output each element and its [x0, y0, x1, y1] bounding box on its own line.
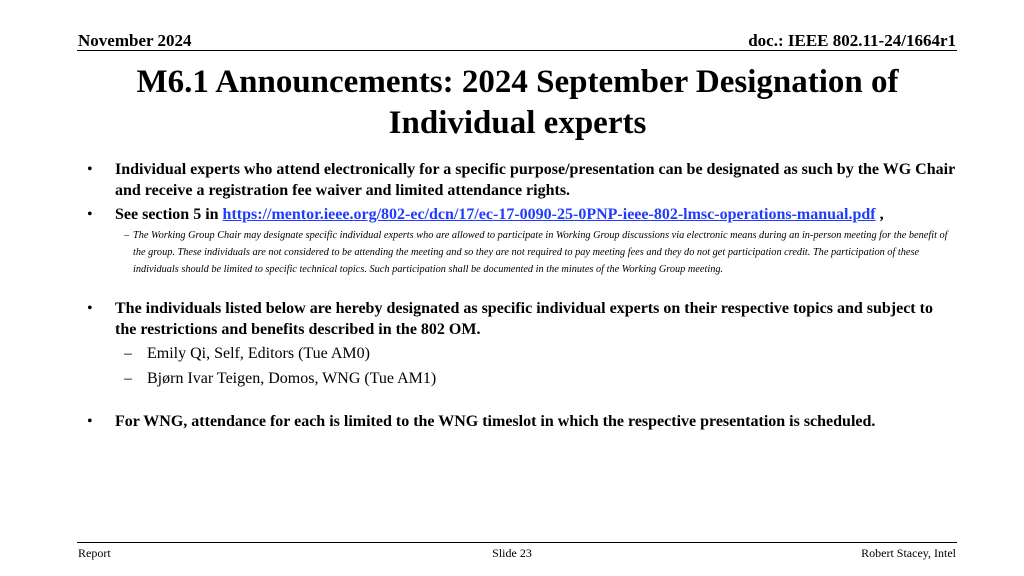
dash-icon: –	[124, 370, 132, 387]
bullet-icon: •	[87, 300, 93, 317]
bullet-3	[78, 298, 958, 340]
operations-manual-link[interactable]: https://mentor.ieee.org/802-ec/dcn/17/ec-17-0090-25-0PNP-ieee-802-lmsc-operations-manual.pdf	[222, 206, 876, 223]
list-item-text: Bjørn Ivar Teigen, Domos, WNG (Tue AM1)	[147, 370, 437, 387]
bullet-icon: •	[87, 413, 93, 430]
bullet-1	[78, 159, 958, 201]
bullet-2-suffix: ,	[875, 206, 884, 223]
dash-icon: –	[124, 345, 132, 362]
list-item-text: Emily Qi, Self, Editors (Tue AM0)	[147, 345, 370, 362]
list-item	[78, 366, 958, 391]
bullet-4	[78, 411, 958, 432]
list-item	[78, 341, 958, 366]
bullet-1-text: Individual experts who attend electronically for a specific purpose/presentation can be designated as such by the WG Chair and receive a registration fee waiver and limited attendance rights.	[115, 161, 955, 199]
dash-icon: –	[124, 230, 130, 241]
slide-number: Slide 23	[492, 546, 532, 560]
bullet-icon: •	[87, 161, 93, 178]
bullet-4-text: For WNG, attendance for each is limited to the WNG timeslot in which the respective presentation is scheduled.	[115, 413, 876, 430]
header-doc-id: doc.: IEEE 802.11-24/1664r1	[748, 31, 956, 50]
bullet-2	[78, 204, 958, 225]
bullet-2-sub-text: The Working Group Chair may designate specific individual experts who are allowed to participate in Working Group discussions via electronic means during an in-person meeting for the benefit of the group. These individuals are not considered to be attending the meeting and so they are not required to pay meeting fees and they do not get participation credit. The participation of these individuals should be limited to specific technical topics. Such participation shall be documented in the minutes of the Working Group meeting.	[133, 230, 948, 275]
footer-divider	[77, 542, 957, 543]
bullet-icon: •	[87, 206, 93, 223]
slide-title: M6.1 Announcements: 2024 September Designation of Individual experts	[136, 64, 899, 141]
slide-body	[78, 159, 958, 432]
bullet-3-text: The individuals listed below are hereby designated as specific individual experts on their respective topics and subject to the restrictions and benefits described in the 802 OM.	[115, 300, 933, 338]
bullet-2-prefix: See section 5 in	[115, 206, 223, 223]
header-date: November 2024	[78, 31, 192, 50]
footer-label: Report	[78, 546, 111, 560]
bullet-2-sub	[78, 227, 953, 278]
header-divider	[77, 50, 957, 51]
footer-author: Robert Stacey, Intel	[861, 546, 956, 560]
